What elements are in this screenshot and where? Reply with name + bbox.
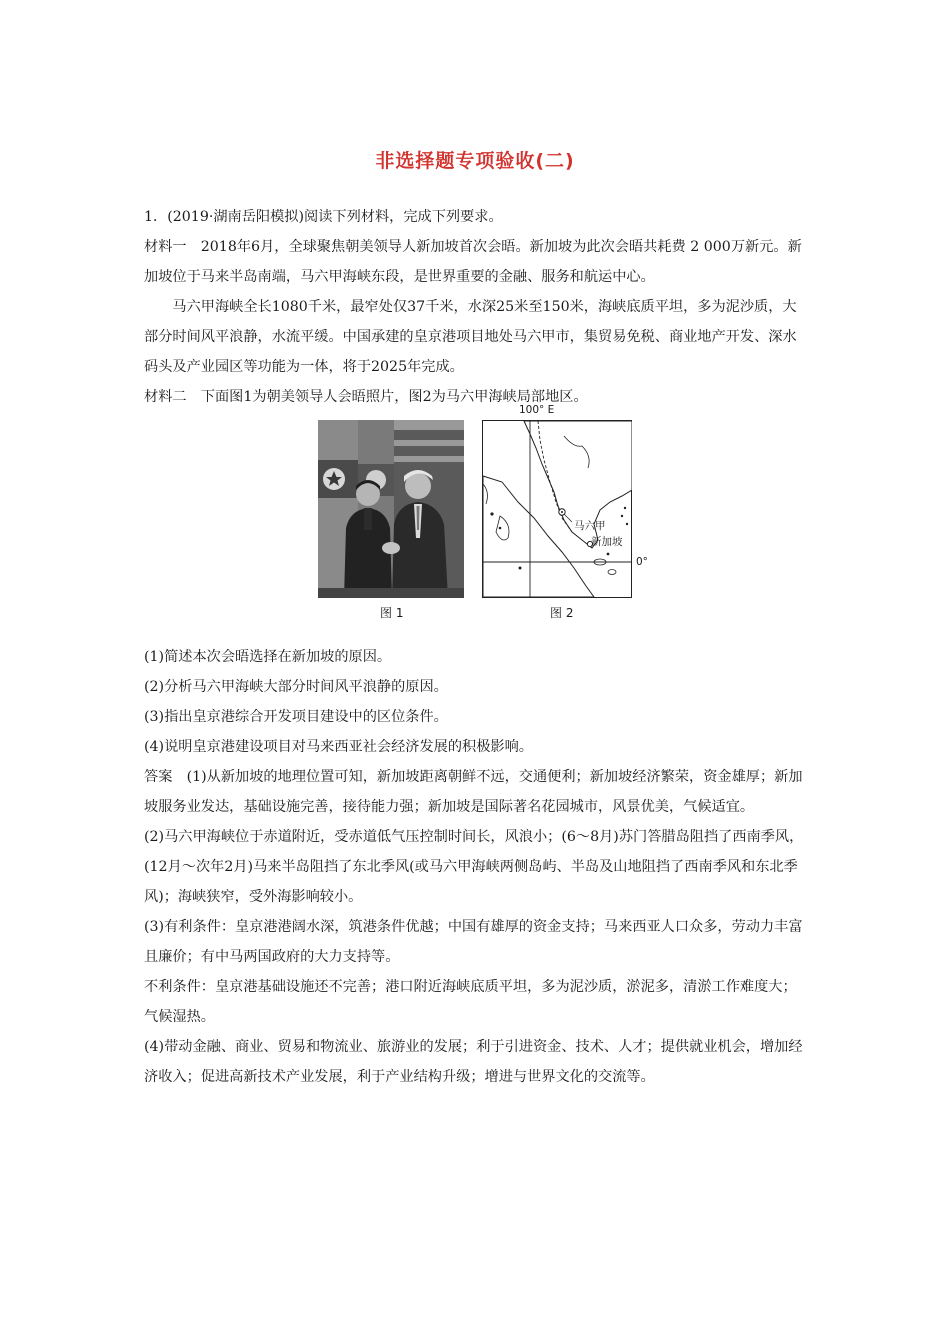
answer-1: 答案 (1)从新加坡的地理位置可知，新加坡距离朝鲜不远，交通便利；新加坡经济繁荣，资金雄厚；新加坡服务业发达，基础设施完善，接待能力强；新加坡是国际著名花园城市，风景优美，气候适宜。 <box>144 769 803 815</box>
sub-question-1: (1)简述本次会晤选择在新加坡的原因。 <box>144 649 392 665</box>
figure-2-map <box>482 420 632 598</box>
answer-4: (4)带动金融、商业、贸易和物流业、旅游业的发展；利于引进资金、技术、人才；提供就业机会，增加经济收入；促进高新技术产业发展，利于产业结构升级；增进与世界文化的交流等。 <box>144 1039 803 1085</box>
material-one-paragraph-2: 马六甲海峡全长1080千米，最窄处仅37千米，水深25米至150米，海峡底质平坦，多为泥沙质，大部分时间风平浪静，水流平缓。中国承建的皇京港项目地处马六甲市，集贸易免税、商业地产开发、深水码头及产业园区等功能为一体，将于2025年完成。 <box>144 299 797 375</box>
answer-3-unfavorable: 不利条件：皇京港基础设施还不完善；港口附近海峡底质平坦，多为泥沙质，淤泥多，清淤工作难度大；气候湿热。 <box>144 979 797 1025</box>
question-intro: 1．(2019·湖南岳阳模拟)阅读下列材料，完成下列要求。 <box>144 209 503 225</box>
map-label-equator: 0° <box>636 556 648 568</box>
figure-2-caption: 图 2 <box>550 606 574 620</box>
material-two: 材料二 下面图1为朝美领导人会晤照片，图2为马六甲海峡局部地区。 <box>144 389 588 405</box>
figure-1-photo <box>318 420 464 598</box>
sub-question-3: (3)指出皇京港综合开发项目建设中的区位条件。 <box>144 709 448 725</box>
answer-3-favorable: (3)有利条件：皇京港港阔水深，筑港条件优越；中国有雄厚的资金支持；马来西亚人口众多，劳动力丰富且廉价；有中马两国政府的大力支持等。 <box>144 919 803 965</box>
map-label-longitude: 100° E <box>519 404 555 416</box>
sub-question-4: (4)说明皇京港建设项目对马来西亚社会经济发展的积极影响。 <box>144 739 533 755</box>
material-one-paragraph-1: 材料一 2018年6月，全球聚焦朝美领导人新加坡首次会晤。新加坡为此次会晤共耗费 2 000万新元。新加坡位于马来半岛南端，马六甲海峡东段，是世界重要的金融、服务和航运中心。 <box>144 239 802 285</box>
question-content <box>144 202 809 1092</box>
answer-2: (2)马六甲海峡位于赤道附近，受赤道低气压控制时间长，风浪小；(6～8月)苏门答腊岛阻挡了西南季风，(12月～次年2月)马来半岛阻挡了东北季风(或马六甲海峡两侧岛屿、半岛及山地阻挡了西南季风和东北季风)；海峡狭窄，受外海影响较小。 <box>144 829 804 905</box>
page-title: 非选择题专项验收(二) <box>375 150 575 172</box>
figure-1-caption: 图 1 <box>380 606 404 620</box>
sub-question-2: (2)分析马六甲海峡大部分时间风平浪静的原因。 <box>144 679 448 695</box>
map-label-singapore: 新加坡 <box>591 536 623 548</box>
figures <box>144 404 809 642</box>
map-label-malacca: 马六甲 <box>574 520 606 532</box>
